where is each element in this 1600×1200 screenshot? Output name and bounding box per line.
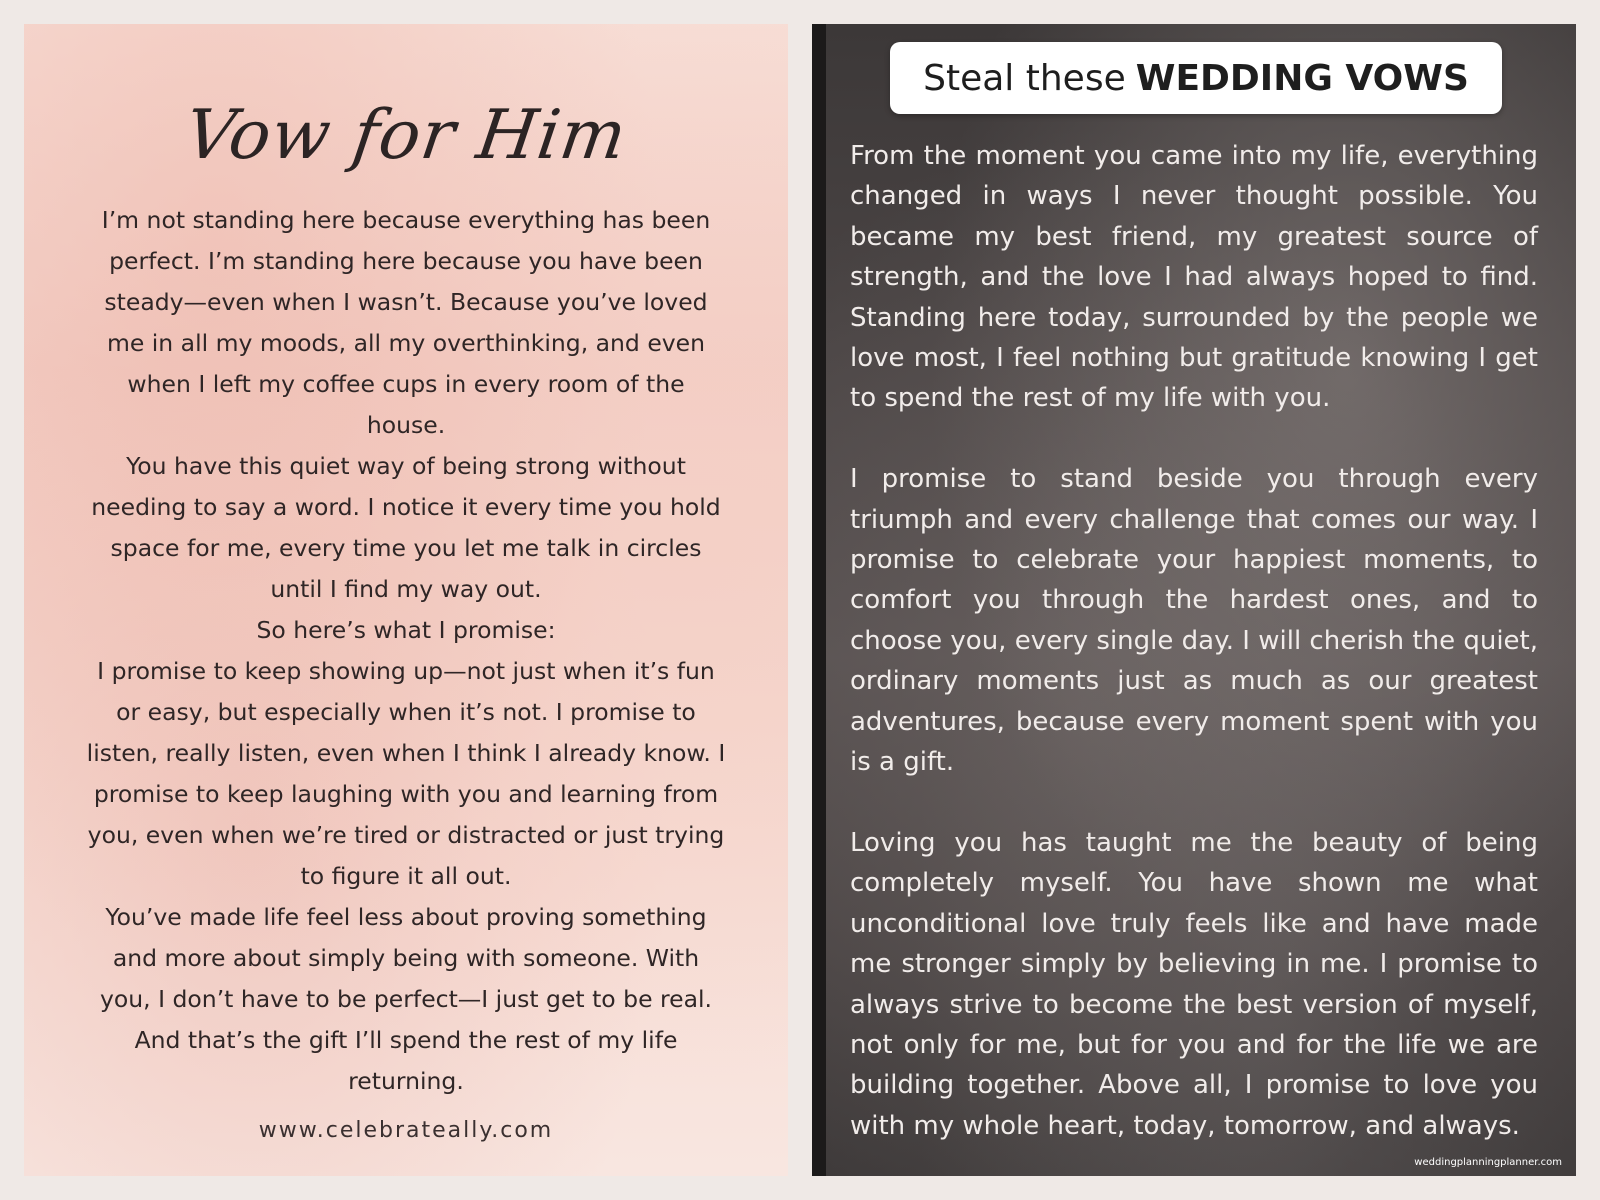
vow-paragraph: You have this quiet way of being strong without needing to say a word. I notice it every time you hold space for me, every time you let me talk in circles until I find my way out. (91, 452, 721, 603)
vow-paragraph: So here’s what I promise: (256, 616, 556, 644)
header-bold-text: WEDDING VOWS (1135, 57, 1469, 99)
card-title: Vow for Him (180, 96, 632, 175)
header-prefix: Steal these (923, 57, 1126, 99)
vows-paragraph: I promise to stand beside you through every triumph and every challenge that comes our way. I promise to celebrate your happiest moments, to comfort you through the hardest ones, and to choose you, every single day. I will cherish the quiet, ordinary moments just as much as our greatest adventures, because every moment spent with you is a gift. (850, 464, 1538, 778)
header-banner (890, 42, 1502, 114)
vows-paragraph: Loving you has taught me the beauty of being completely myself. You have shown me what unconditional love truly feels like and have made me stronger simply by believing in me. I promise to always strive to become the best version of myself, not only for me, but for you and for the life we are building together. Above all, I promise to love you with my whole heart, today, tomorrow, and always. (850, 827, 1538, 1141)
vow-paragraph: I’m not standing here because everything has been perfect. I’m standing here because you have been steady—even when I wasn’t. Because you’ve loved me in all my moods, all my overthinking, and even when I left my coffee cups in every room of the house. (101, 206, 711, 439)
vows-text (850, 136, 1538, 1176)
vow-for-him-card (24, 24, 788, 1176)
vow-paragraph: I promise to keep showing up—not just when it’s fun or easy, but especially when it’s not. I promise to listen, really listen, even when I think I already know. I promise to keep laughing with you and learning from you, even when we’re tired or distracted or just trying to figure it all out. (86, 657, 726, 890)
vow-text (86, 200, 726, 1102)
website-url: www.celebrateally.com (258, 1118, 554, 1143)
wedding-vows-card (812, 24, 1576, 1176)
vow-paragraph: You’ve made life feel less about proving something and more about simply being with someone. With you, I don’t have to be perfect—I just get to be real. And that’s the gift I’ll spend the rest of my life returning. (99, 903, 713, 1095)
watermark: weddingplanningplanner.com (1414, 1157, 1562, 1168)
vows-paragraph: From the moment you came into my life, everything changed in ways I never thought possible. You became my best friend, my greatest source of strength, and the love I had always hoped to find. Standing here today, surrounded by the people we love most, I feel nothing but gratitude knowing I get to spend the rest of my life with you. (850, 141, 1538, 414)
